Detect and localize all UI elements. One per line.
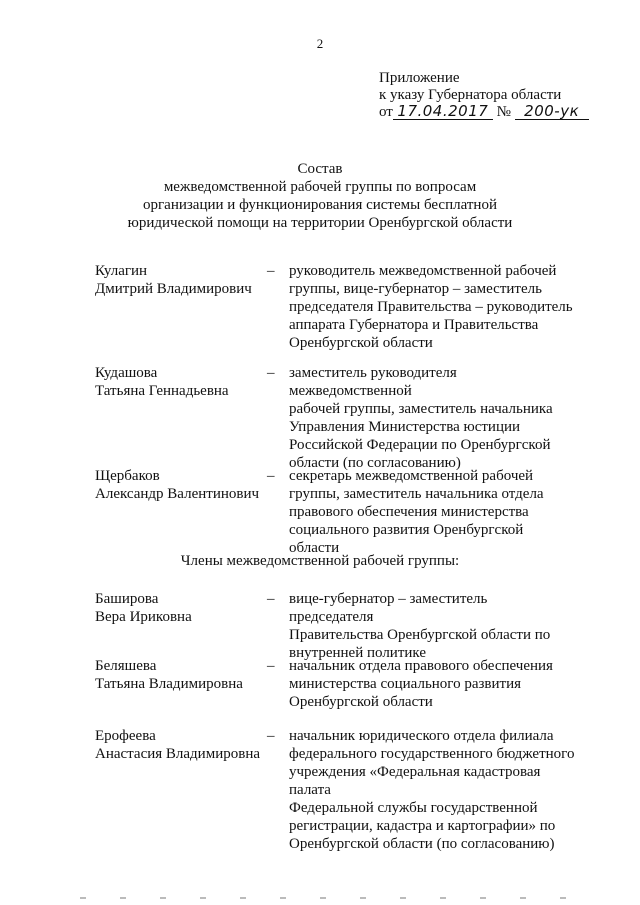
role-line: начальник юридического отдела филиала [289, 728, 554, 744]
role-line: Управления Министерства юстиции [289, 419, 521, 435]
role-line: группы, вице-губернатор – заместитель [289, 281, 542, 297]
member-surname: Ерофеева [95, 728, 156, 744]
title-line-1: Состав [297, 161, 343, 177]
role-line: Оренбургской области [289, 694, 433, 710]
role-line: руководитель межведомственной рабочей [289, 263, 557, 279]
role-line: рабочей группы, заместитель начальника [289, 401, 553, 417]
role-line: министерства социального развития [289, 676, 522, 692]
member-role [289, 467, 575, 557]
member-name [95, 467, 265, 503]
role-line: Правительства Оренбургской области по [289, 627, 551, 643]
member-role [289, 727, 575, 853]
member-surname: Беляшева [95, 658, 157, 674]
dash-separator: – [267, 728, 275, 744]
number-sign: № [496, 104, 511, 120]
role-line: Оренбургской области [289, 335, 433, 351]
member-given-name: Татьяна Владимировна [95, 676, 243, 692]
role-line: группы, заместитель начальника отдела [289, 486, 544, 502]
appendix-from: от [379, 104, 393, 120]
role-line: председателя Правительства – руководитель [289, 299, 573, 315]
member-surname: Баширова [95, 591, 159, 607]
member-given-name: Вера Ириковна [95, 609, 192, 625]
member-name [95, 364, 265, 400]
member-name [95, 590, 265, 626]
role-line: Оренбургской области (по согласованию) [289, 836, 555, 852]
member-name [95, 657, 265, 693]
role-line: секретарь межведомственной рабочей [289, 468, 534, 484]
role-line: области (по согласованию) [289, 455, 461, 471]
role-line: учреждения «Федеральная кадастровая палата [289, 764, 541, 798]
member-name [95, 727, 265, 763]
handwritten-date: 17.04.2017 [393, 104, 493, 120]
page-number: 2 [316, 36, 324, 51]
role-line: федерального государственного бюджетного [289, 746, 575, 762]
document-title [0, 160, 640, 232]
role-line: регистрации, кадастра и картографии» по [289, 818, 556, 834]
role-line: Федеральной службы государственной [289, 800, 538, 816]
role-line: аппарата Губернатора и Правительства [289, 317, 539, 333]
role-line: внутренней политике [289, 645, 426, 661]
member-surname: Кулагин [95, 263, 148, 279]
member-role [289, 364, 575, 472]
role-line: Российской Федерации по Оренбургской [289, 437, 551, 453]
member-given-name: Александр Валентинович [95, 486, 260, 502]
role-line: правового обеспечения министерства [289, 504, 529, 520]
title-line-4: юридической помощи на территории Оренбургской области [127, 215, 513, 231]
handwritten-number: 200-ук [515, 104, 589, 120]
dash-separator: – [267, 591, 275, 607]
title-line-3: организации и функционирования системы бесплатной [143, 197, 497, 213]
role-line: начальник отдела правового обеспечения [289, 658, 553, 674]
member-role [289, 590, 575, 662]
member-surname: Кудашова [95, 365, 158, 381]
title-line-2: межведомственной рабочей группы по вопросам [163, 179, 477, 195]
appendix-label: Приложение [379, 70, 460, 86]
dash-separator: – [267, 658, 275, 674]
role-line: вице-губернатор – заместитель председателя [289, 591, 488, 625]
member-given-name: Дмитрий Владимирович [95, 281, 252, 297]
role-line: социального развития Оренбургской области [289, 522, 524, 556]
member-role [289, 262, 575, 352]
scan-artifact [80, 897, 600, 899]
members-heading: Члены межведомственной рабочей группы: [180, 553, 460, 569]
dash-separator: – [267, 365, 275, 381]
dash-separator: – [267, 263, 275, 279]
member-surname: Щербаков [95, 468, 160, 484]
dash-separator: – [267, 468, 275, 484]
appendix-header [379, 70, 589, 121]
member-role [289, 657, 575, 711]
member-given-name: Татьяна Геннадьевна [95, 383, 229, 399]
member-name [95, 262, 265, 298]
member-given-name: Анастасия Владимировна [95, 746, 260, 762]
appendix-reference: к указу Губернатора области [379, 87, 562, 103]
role-line: заместитель руководителя межведомственной [289, 365, 457, 399]
appendix-date-line [379, 104, 589, 121]
